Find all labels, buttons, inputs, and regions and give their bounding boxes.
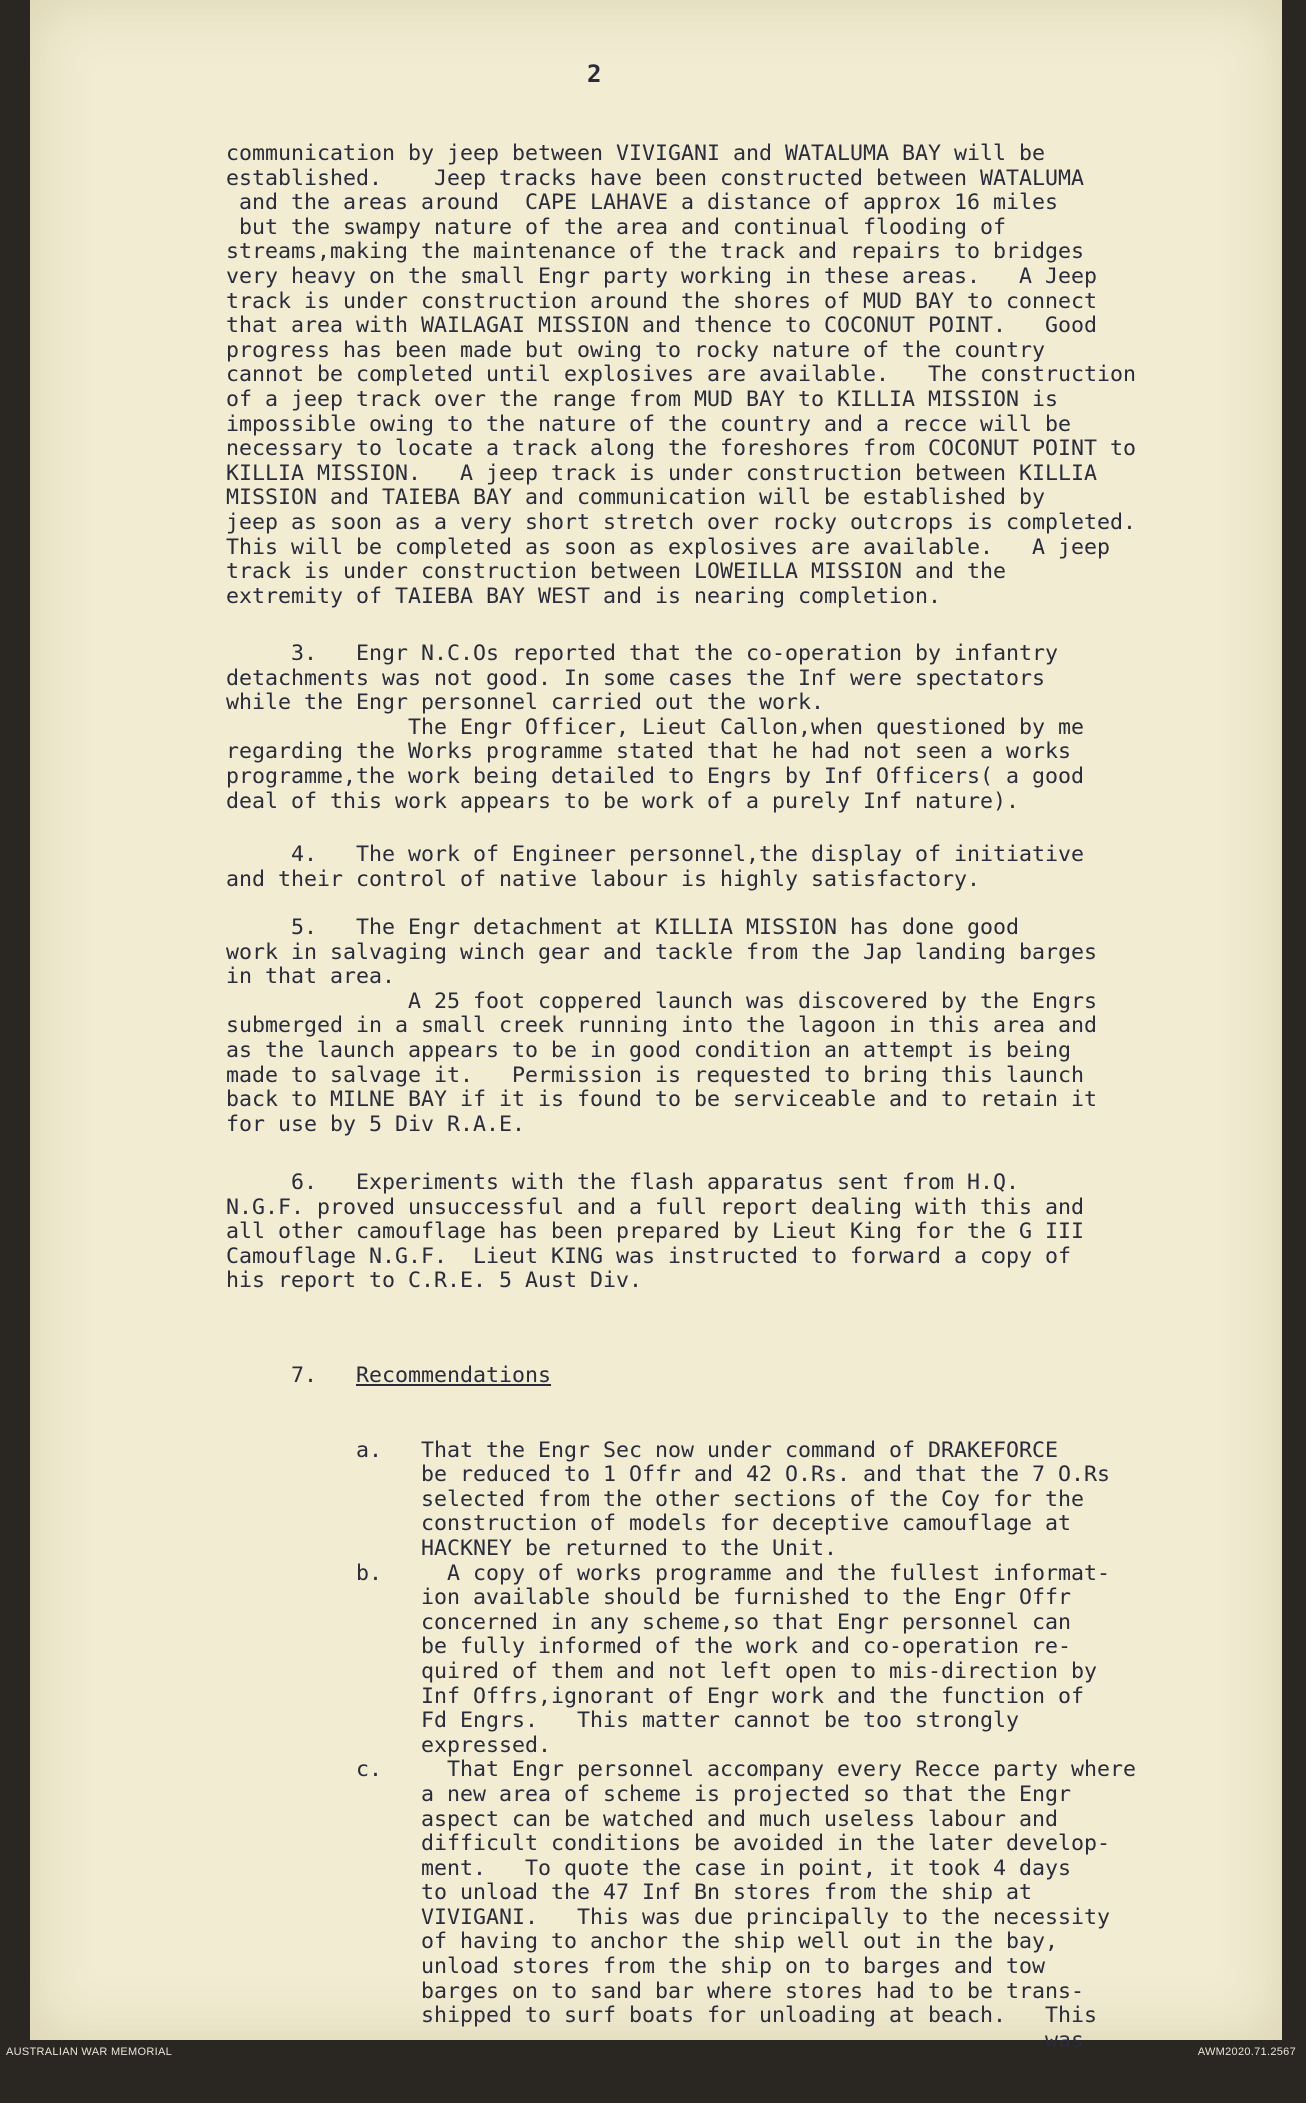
text-line: to unload the 47 Inf Bn stores from the ship at	[226, 1880, 1033, 1906]
text-line: deal of this work appears to be work of a purely Inf nature).	[226, 788, 1020, 814]
text-line: extremity of TAIEBA BAY WEST and is nearing completion.	[226, 583, 942, 609]
text-line: very heavy on the small Engr party working in these areas. A Jeep	[226, 263, 1098, 289]
text-line: Fd Engrs. This matter cannot be too strongly	[226, 1708, 1020, 1734]
text-line: 6. Experiments with the flash apparatus sent from H.Q.	[226, 1170, 1020, 1195]
text-line: be fully informed of the work and co-operation re-	[226, 1634, 1072, 1660]
text-line: unload stores from the ship on to barges and tow	[226, 1954, 1046, 1980]
text-line: track is under construction around the shores of MUD BAY to connect	[226, 288, 1098, 314]
recommendations-number: 7.	[226, 1363, 357, 1388]
text-line: and their control of native labour is highly satisfactory.	[226, 866, 981, 892]
text-line: detachments was not good. In some cases the Inf were spectators	[226, 665, 1046, 691]
text-line: that area with WAILAGAI MISSION and thence to COCONUT POINT. Good	[226, 313, 1098, 339]
text-line: ion available should be furnished to the Engr Offr	[226, 1585, 1072, 1611]
recommendations-heading: Recommendations	[356, 1363, 552, 1388]
text-line: communication by jeep between VIVIGANI and WATALUMA BAY will be	[226, 141, 1046, 166]
text-line: The Engr Officer, Lieut Callon,when questioned by me	[226, 714, 1085, 740]
text-line: Camouflage N.G.F. Lieut KING was instructed to forward a copy of	[226, 1243, 1072, 1269]
paragraph-6	[226, 1171, 1084, 1294]
footer-reference-number: AWM2020.71.2567	[1197, 2046, 1296, 2058]
recommendations-body	[226, 1439, 1136, 2054]
text-line: VIVIGANI. This was due principally to the necessity	[226, 1904, 1111, 1930]
text-line: and the areas around CAPE LAHAVE a distance of approx 16 miles	[226, 190, 1059, 216]
paragraph-5	[226, 916, 1097, 1137]
text-line: 4. The work of Engineer personnel,the display of initiative	[226, 842, 1085, 867]
text-line: shipped to surf boats for unloading at beach. This	[226, 2003, 1098, 2029]
text-line: KILLIA MISSION. A jeep track is under construction between KILLIA	[226, 460, 1098, 486]
paragraph-4	[226, 843, 1084, 892]
text-line: all other camouflage has been prepared by Lieut King for the G III	[226, 1219, 1085, 1245]
text-line: streams,making the maintenance of the track and repairs to bridges	[226, 239, 1085, 265]
text-line: expressed.	[226, 1732, 552, 1758]
text-line: as the launch appears to be in good condition an attempt is being	[226, 1037, 1072, 1063]
text-line: a new area of scheme is projected so that the Engr	[226, 1781, 1072, 1807]
text-line: while the Engr personnel carried out the work.	[226, 690, 825, 716]
text-line: of having to anchor the ship well out in the bay,	[226, 1929, 1059, 1955]
text-line: track is under construction between LOWEILLA MISSION and the	[226, 559, 1007, 585]
text-line: ment. To quote the case in point, it took 4 days	[226, 1855, 1072, 1881]
text-line: his report to C.R.E. 5 Aust Div.	[226, 1268, 643, 1294]
text-line: difficult conditions be avoided in the later develop-	[226, 1831, 1111, 1857]
recommendations-heading-line	[226, 1364, 1136, 1389]
text-line: HACKNEY be returned to the Unit.	[226, 1535, 838, 1561]
text-line: N.G.F. proved unsuccessful and a full report dealing with this and	[226, 1194, 1085, 1220]
text-line: established. Jeep tracks have been constructed between WATALUMA	[226, 165, 1085, 191]
text-line: back to MILNE BAY if it is found to be serviceable and to retain it	[226, 1087, 1098, 1113]
paragraph-3	[226, 642, 1084, 814]
text-line: cannot be completed until explosives are available. The construction	[226, 362, 1137, 388]
text-line: of a jeep track over the range from MUD BAY to KILLIA MISSION is	[226, 386, 1059, 412]
text-line: quired of them and not left open to mis-direction by	[226, 1658, 1098, 1684]
paragraph-7-recommendations	[226, 1314, 1136, 2103]
text-line: work in salvaging winch gear and tackle from the Jap landing barges	[226, 939, 1098, 965]
text-line: in that area.	[226, 964, 396, 990]
text-line: concerned in any scheme,so that Engr personnel can	[226, 1609, 1072, 1635]
text-line: made to salvage it. Permission is requested to bring this launch	[226, 1062, 1085, 1088]
text-line: 3. Engr N.C.Os reported that the co-operation by infantry	[226, 641, 1059, 666]
text-line: This will be completed as soon as explosives are available. A jeep	[226, 534, 1111, 560]
page-number: 2	[587, 60, 602, 88]
text-line: necessary to locate a track along the foreshores from COCONUT POINT to	[226, 436, 1137, 462]
text-line: for use by 5 Div R.A.E.	[226, 1111, 526, 1137]
text-line: A 25 foot coppered launch was discovered by the Engrs	[226, 988, 1098, 1014]
text-line: programme,the work being detailed to Engrs by Inf Officers( a good	[226, 763, 1085, 789]
text-line: aspect can be watched and much useless labour and	[226, 1806, 1059, 1832]
text-line: selected from the other sections of the Coy for the	[226, 1486, 1085, 1512]
paragraph-intro	[226, 142, 1136, 609]
text-line: impossible owing to the nature of the country and a recce will be	[226, 411, 1072, 437]
text-line: c. That Engr personnel accompany every Recce party where	[226, 1757, 1137, 1783]
text-line: 5. The Engr detachment at KILLIA MISSION has done good	[226, 915, 1020, 940]
text-line: jeep as soon as a very short stretch over rocky outcrops is completed.	[226, 509, 1137, 535]
text-line: but the swampy nature of the area and continual flooding of	[226, 214, 1007, 240]
text-line: progress has been made but owing to rocky nature of the country	[226, 337, 1046, 363]
text-line: was	[226, 2027, 1085, 2053]
text-line: barges on to sand bar where stores had to be trans-	[226, 1978, 1085, 2004]
text-line: a. That the Engr Sec now under command of DRAKEFORCE	[226, 1437, 1059, 1463]
text-line: construction of models for deceptive camouflage at	[226, 1511, 1072, 1537]
text-line: submerged in a small creek running into the lagoon in this area and	[226, 1013, 1098, 1039]
footer-archive-name: AUSTRALIAN WAR MEMORIAL	[6, 2046, 173, 2058]
text-line: regarding the Works programme stated that he had not seen a works	[226, 739, 1072, 765]
text-line: Inf Offrs,ignorant of Engr work and the function of	[226, 1683, 1085, 1709]
text-line: MISSION and TAIEBA BAY and communication will be established by	[226, 485, 1046, 511]
text-line: be reduced to 1 Offr and 42 O.Rs. and that the 7 O.Rs	[226, 1462, 1111, 1488]
text-line: b. A copy of works programme and the fullest informat-	[226, 1560, 1111, 1586]
